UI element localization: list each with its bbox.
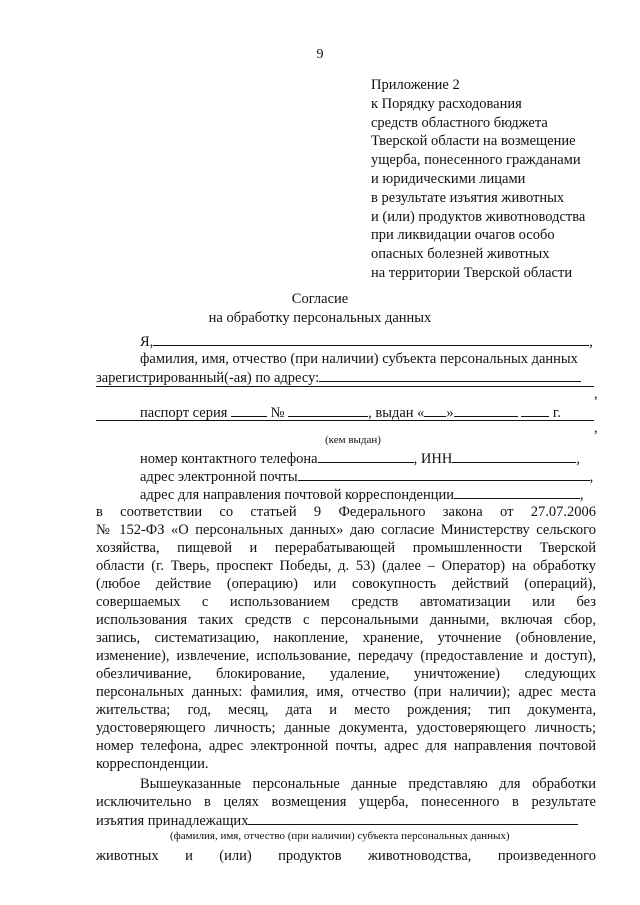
appendix-line: к Порядку расходования [371, 95, 522, 112]
form-line-address [96, 369, 596, 387]
issued-by-caption: (кем выдан) [325, 434, 381, 446]
body-line: персональных данных: фамилия, имя, отчество (при наличии); адрес места [96, 684, 596, 700]
postal-blank[interactable] [454, 486, 580, 499]
label-phone: номер контактного телефона [140, 451, 318, 467]
comma: , [594, 386, 598, 402]
body-line: изменение), извлечение, использование, передачу (предоставление и доступ), [96, 648, 596, 664]
owner-caption: (фамилия, имя, отчество (при наличии) субъекта персональных данных) [170, 830, 510, 842]
fio-caption: фамилия, имя, отчество (при наличии) субъекта персональных данных [140, 351, 578, 367]
phone-blank[interactable] [318, 450, 414, 463]
page-number: 9 [316, 47, 324, 62]
body-line: совершаемых с использованием средств автоматизации или без [96, 594, 596, 610]
document-title: Согласие [291, 291, 349, 307]
appendix-line: опасных болезней животных [371, 246, 550, 263]
issued-by-blank[interactable] [96, 420, 594, 421]
label-issued: , выдан « [368, 405, 425, 421]
owner-name-blank[interactable] [248, 812, 578, 825]
label-ya: Я, [140, 334, 154, 350]
label-inn: , ИНН [413, 451, 453, 467]
appendix-line: при ликвидации очагов особо [371, 227, 555, 244]
appendix-line: Приложение 2 [371, 77, 460, 93]
appendix-block [371, 76, 621, 283]
inn-blank[interactable] [452, 450, 576, 463]
appendix-line: и юридическими лицами [371, 170, 526, 187]
comma: , [576, 451, 580, 467]
para2-line: исключительно в целях возмещения ущерба, понесенного в результате [96, 794, 596, 810]
form-line-postal [140, 486, 596, 504]
appendix-line: и (или) продуктов животноводства [371, 208, 586, 225]
comma: , [589, 334, 593, 350]
body-line: использования таких средств с персональными данными, включая сбор, [96, 612, 596, 628]
passport-number-blank[interactable] [288, 404, 368, 417]
body-line: обезличивание, блокирование, удаление, уничтожение) следующих [96, 666, 596, 682]
label-year: г. [552, 405, 561, 421]
appendix-line: на территории Тверской области [371, 264, 573, 281]
issued-month-blank[interactable] [454, 404, 518, 417]
label-passport: паспорт серия [140, 405, 228, 421]
body-line: жительства; год, месяц, дата и место рождения; тип документа, [96, 702, 596, 718]
document-subtitle: на обработку персональных данных [208, 310, 432, 326]
label-number: № [270, 405, 285, 421]
body-line: № 152-ФЗ «О персональных данных» даю согласие Министерству сельского [96, 522, 596, 538]
appendix-line: Тверской области на возмещение [371, 133, 576, 150]
body-line: области (г. Тверь, проспект Победы, д. 53) (далее – Оператор) на обработку [96, 558, 596, 574]
quote-close: » [446, 405, 454, 421]
body-line: удостоверяющего личность; данные документа, удостоверяющего личность; [96, 720, 596, 736]
para2-owned-line [96, 812, 596, 830]
label-email: адрес электронной почты [140, 469, 298, 485]
para2-last-line: животных и (или) продуктов животноводства, произведенного [96, 848, 596, 864]
label-registered: зарегистрированный(-ая) по адресу: [96, 370, 320, 386]
body-line: (любое действие (операцию) или совокупность действий (операций), [96, 576, 596, 592]
body-line: запись, систематизацию, накопление, хранение, уточнение (обновление, [96, 630, 596, 646]
passport-series-blank[interactable] [231, 404, 267, 417]
comma: , [580, 487, 584, 503]
address-blank-2[interactable] [96, 386, 594, 387]
appendix-line: ущерба, понесенного гражданами [371, 152, 581, 169]
issued-day-blank[interactable] [424, 404, 446, 417]
body-line: номер телефона, адрес электронной почты, адрес для направления почтовой [96, 738, 596, 754]
label-postal: адрес для направления почтовой корреспонденции [140, 487, 455, 503]
form-line-name [140, 333, 596, 351]
issued-year-blank[interactable] [521, 404, 549, 417]
body-line-last: корреспонденции. [96, 756, 209, 772]
body-line: хозяйства, пищевой и перерабатывающей промышленности Тверской [96, 540, 596, 556]
name-blank[interactable] [153, 333, 589, 346]
label-owned: изъятия принадлежащих [96, 813, 249, 829]
email-blank[interactable] [298, 468, 590, 481]
appendix-line: в результате изъятия животных [371, 189, 565, 206]
address-blank[interactable] [319, 369, 581, 382]
form-line-email [140, 468, 596, 486]
body-line: в соответствии со статьей 9 Федерального закона от 27.07.2006 [96, 504, 596, 520]
form-line-phone [140, 450, 596, 468]
comma: , [594, 420, 598, 436]
appendix-line: средств областного бюджета [371, 114, 548, 131]
para2-line: Вышеуказанные персональные данные представляю для обработки [140, 776, 596, 792]
comma: , [589, 469, 594, 485]
